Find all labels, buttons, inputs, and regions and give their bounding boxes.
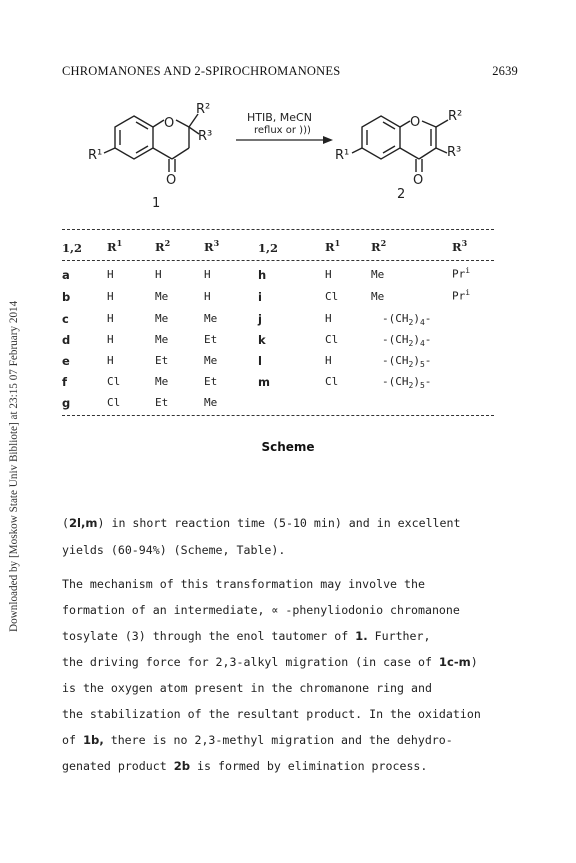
table-cell: H: [107, 333, 114, 346]
table-cell: Cl: [325, 290, 339, 303]
table-cell: H: [325, 268, 332, 281]
table-header-cell: $R^3$: [452, 238, 468, 254]
table-cell: Me: [371, 290, 385, 303]
table-cell: Et: [204, 333, 218, 346]
r1-label-2: R¹: [335, 148, 350, 163]
table-cell: Cl: [325, 333, 339, 346]
carbonyl-oxygen-2: O: [413, 173, 424, 188]
table-cell: Me: [155, 375, 169, 388]
table-cell: h: [258, 268, 267, 282]
text-line: the driving force for 2,3-alkyl migration (in case of 1c-m): [62, 655, 478, 669]
r2-label-2: R²: [448, 109, 463, 124]
ring-oxygen-2: O: [410, 115, 421, 130]
table-cell: i: [258, 290, 262, 304]
table-header-cell: 1,2: [62, 241, 83, 255]
table-cell: $-(CH_2)_5-$: [382, 354, 432, 370]
table-cell: Me: [155, 312, 169, 325]
r3-label-1: R³: [198, 129, 213, 144]
table-rule-top: [62, 229, 494, 230]
table-header-cell: $R^2$: [371, 238, 387, 254]
text-line: of 1b, there is no 2,3-methyl migration and the dehydro-: [62, 733, 453, 747]
carbonyl-oxygen-1: O: [166, 173, 177, 188]
text-line: yields (60-94%) (Scheme, Table).: [62, 543, 286, 557]
text-line: The mechanism of this transformation may involve the: [62, 577, 425, 591]
text-line: tosylate (3) through the enol tautomer of 1. Further,: [62, 629, 431, 643]
table-cell: Et: [155, 354, 169, 367]
running-head: CHROMANONES AND 2-SPIROCHROMANONES: [62, 64, 341, 78]
table-cell: j: [258, 312, 262, 326]
table-cell: H: [107, 312, 114, 325]
table-cell: Me: [204, 354, 218, 367]
text-line: is the oxygen atom present in the chromanone ring and: [62, 681, 432, 695]
table-header-cell: $R^3$: [204, 238, 220, 254]
table-cell: Pr$^i$: [452, 288, 471, 303]
chromone-structure: [352, 116, 448, 172]
text-line: genated product 2b is formed by elimination process.: [62, 759, 428, 773]
table-cell: Et: [204, 375, 218, 388]
table-cell: $-(CH_2)_4-$: [382, 333, 432, 349]
text-line: formation of an intermediate, ∝ -phenyliodonio chromanone: [62, 603, 460, 617]
reaction-arrow: [236, 136, 333, 144]
table-cell: e: [62, 354, 70, 368]
table-header-cell: $R^1$: [107, 238, 123, 254]
table-cell: Pr$^i$: [452, 266, 471, 281]
table-rule-header: [62, 260, 494, 261]
table-cell: Me: [371, 268, 385, 281]
table-cell: H: [155, 268, 162, 281]
table-cell: H: [107, 290, 114, 303]
table-header-cell: 1,2: [258, 241, 279, 255]
table-cell: H: [204, 268, 211, 281]
compound-2-number: 2: [397, 187, 406, 202]
r1-label-1: R¹: [88, 148, 103, 163]
scheme-caption: Scheme: [261, 440, 315, 454]
table-cell: H: [325, 312, 332, 325]
table-cell: a: [62, 268, 70, 282]
compound-1-number: 1: [152, 196, 161, 210]
r3-label-2: R³: [447, 145, 462, 160]
r2-label-1: R²: [196, 102, 211, 117]
table-cell: g: [62, 396, 71, 410]
table-header-cell: $R^2$: [155, 238, 171, 254]
download-note-text: Downloaded by [Moskow State Univ Bibliote] at 23:15 07 February 2014: [8, 300, 20, 632]
table-cell: Cl: [107, 375, 121, 388]
table-cell: k: [258, 333, 266, 347]
table-cell: H: [325, 354, 332, 367]
table-rule-bottom: [62, 415, 494, 416]
table-cell: Me: [204, 396, 218, 409]
table-cell: b: [62, 290, 71, 304]
table-cell: H: [204, 290, 211, 303]
table-cell: Cl: [325, 375, 339, 388]
text-line: the stabilization of the resultant product. In the oxidation: [62, 707, 481, 721]
table-cell: Me: [155, 290, 169, 303]
conditions-label: reflux or ))): [254, 125, 311, 136]
table-cell: d: [62, 333, 71, 347]
table-cell: l: [258, 354, 262, 368]
chromanone-structure: [104, 114, 199, 172]
reagent-label: HTIB, MeCN: [247, 111, 312, 124]
table-cell: Me: [155, 333, 169, 346]
reaction-scheme: [0, 90, 576, 210]
page-number: 2639: [492, 64, 518, 78]
table-cell: Me: [204, 312, 218, 325]
text-line: (2l,m) in short reaction time (5-10 min) and in excellent: [62, 516, 461, 530]
table-cell: H: [107, 268, 114, 281]
ring-oxygen-1: O: [164, 116, 175, 131]
table-header-cell: $R^1$: [325, 238, 341, 254]
download-watermark: [8, 232, 28, 632]
table-cell: f: [62, 375, 68, 389]
table-cell: Et: [155, 396, 169, 409]
table-cell: $-(CH_2)_5-$: [382, 375, 432, 391]
table-cell: Cl: [107, 396, 121, 409]
table-cell: c: [62, 312, 69, 326]
table-cell: m: [258, 375, 270, 389]
table-cell: $-(CH_2)_4-$: [382, 312, 432, 328]
table-cell: H: [107, 354, 114, 367]
page-header: [62, 64, 518, 82]
